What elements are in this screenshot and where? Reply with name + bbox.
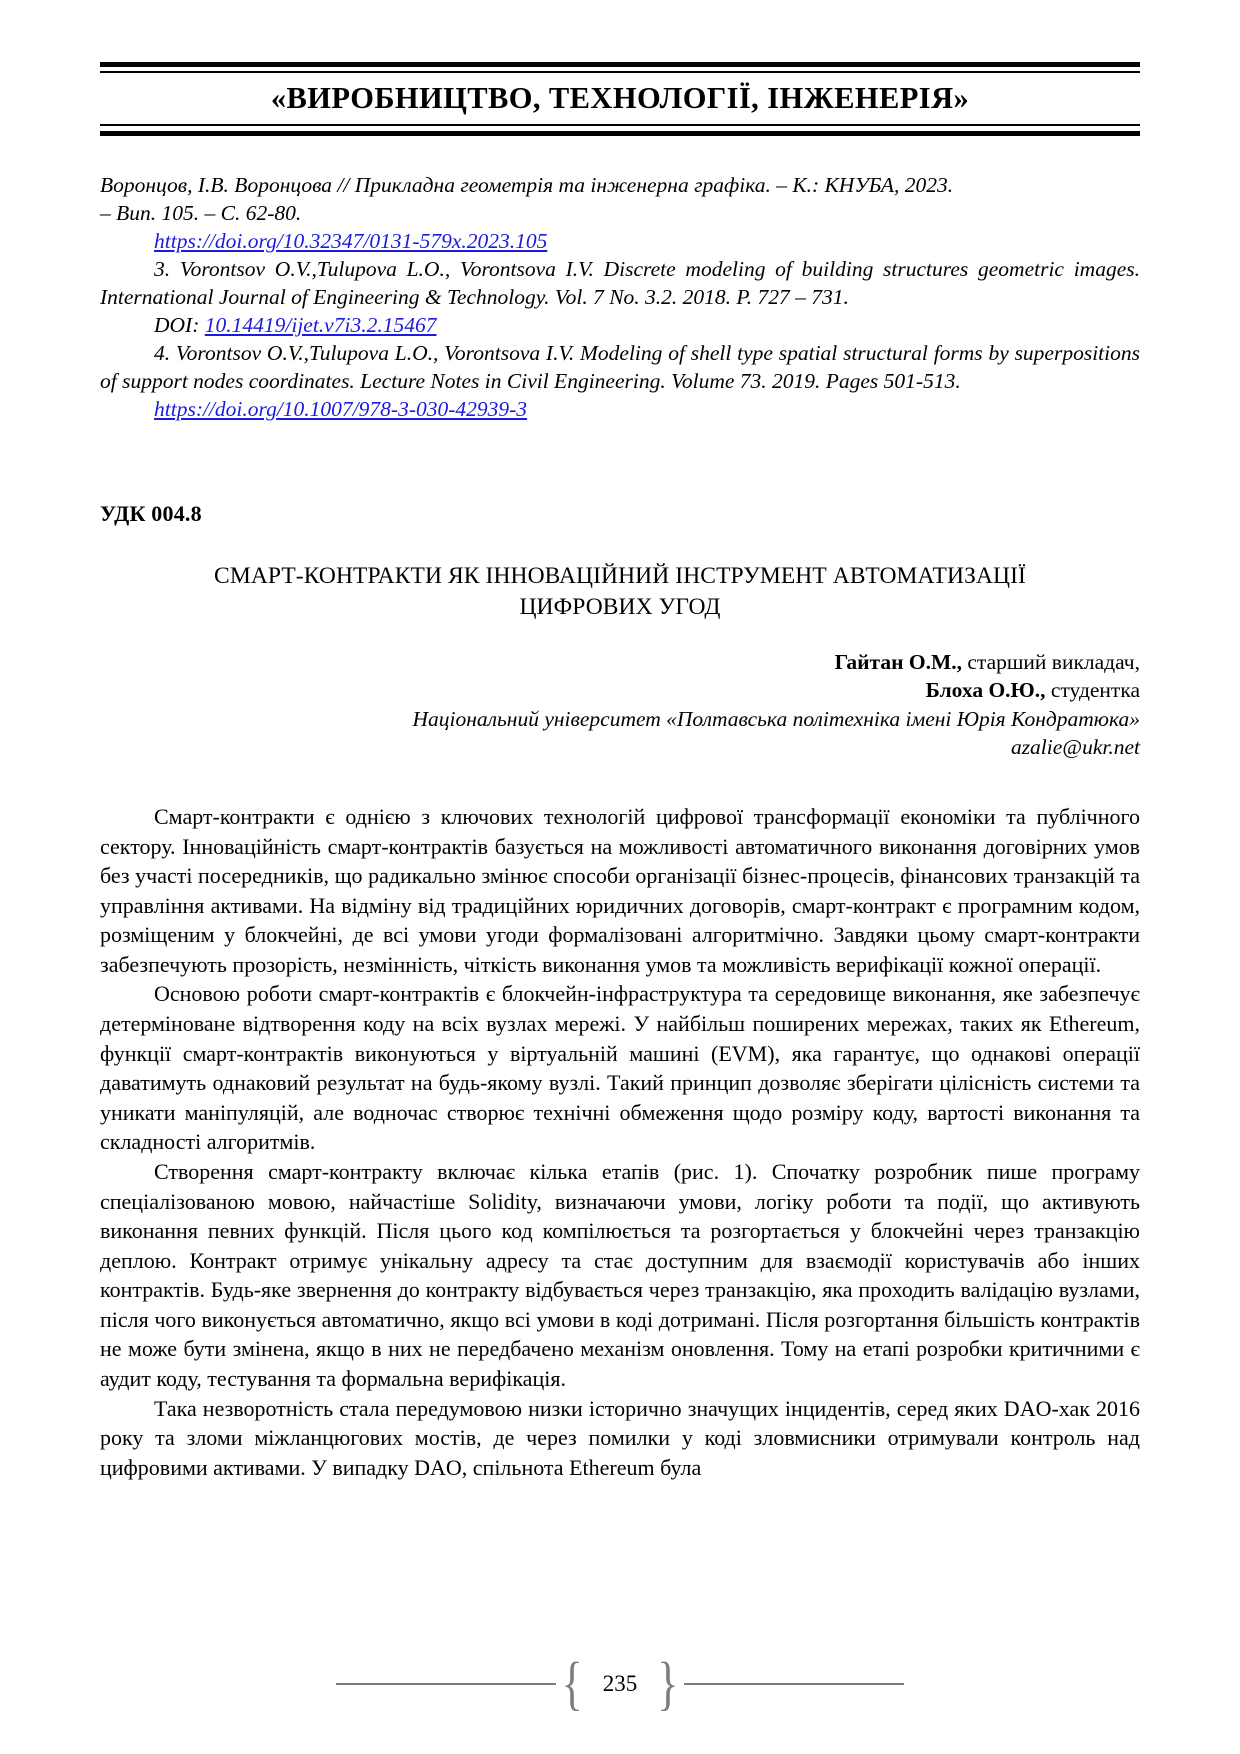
udk-code: УДК 004.8 [100, 501, 202, 527]
author-line-1 [100, 648, 1140, 677]
page-number: 235 [602, 1671, 638, 1696]
reference-4-text: 4. Vorontsov O.V.,Tulupova L.O., Vorontsova I.V. Modeling of shell type spatial structural forms by superpositions of support nodes coordinates. Lecture Notes in Civil Engineering. Volume 73. 2019. Pages 501-513. [100, 340, 1140, 393]
page-footer: { 235 } [0, 1672, 1240, 1695]
author-role-2: студентка [1045, 678, 1140, 703]
author-email[interactable]: azalie@ukr.net [1010, 735, 1140, 760]
body-paragraph: Основою роботи смарт-контрактів є блокчейн-інфраструктура та середовище виконання, яке забезпечує детерміноване відтворення коду на всіх вузлах мережі. У найбільш поширених мережах, таких як Ethereum, функції смарт-контрактів виконуються у віртуальній машині (EVM), яка гарантує, що однакові операції даватимуть однаковий результат на будь-якому вузлі. Такий принцип дозволяє зберігати цілісність системи та уникати маніпуляцій, але водночас створює технічні обмеження щодо розміру коду, вартості виконання та складності алгоритмів. [100, 981, 1140, 1155]
reference-3-doi-link[interactable]: 10.14419/ijet.v7i3.2.15467 [204, 312, 437, 337]
reference-4-link-line [100, 396, 1140, 424]
body-paragraph: Створення смарт-контракту включає кілька етапів (рис. 1). Спочатку розробник пише програму спеціалізованою мовою, найчастіше Solidity, визначаючи умови, логіку роботи та події, що активують виконання певних функцій. Після цього код компілюється та розгортається у блокчейні через транзакцію деплою. Контракт отримує унікальну адресу та стає доступним для взаємодії користувачів або інших контрактів. Будь-яке звернення до контракту відбувається через транзакцію, яка проходить валідацію вузлами, після чого виконується автоматично, якщо всі умови в коді дотримані. Після розгортання більшість контрактів не може бути змінена, якщо в них не передбачено механізм оновлення. Тому на етапі розробки критичними є аудит коду, тестування та формальна верифікація. [100, 1158, 1140, 1391]
reference-3-doi-label: DOI: [154, 312, 205, 337]
footer-rule-left [336, 1683, 556, 1685]
references-section [100, 172, 1140, 423]
author-line-2 [100, 676, 1140, 705]
reference-2-link-line [100, 228, 1140, 256]
reference-4-doi-link[interactable]: https://doi.org/10.1007/978-3-030-42939-3 [154, 396, 528, 421]
article-title: СМАРТ-КОНТРАКТИ ЯК ІННОВАЦІЙНИЙ ІНСТРУМЕНТ АВТОМАТИЗАЦІЇ ЦИФРОВИХ УГОД [214, 563, 1026, 620]
reference-2-line-2: – Вип. 105. – С. 62-80. [100, 200, 302, 225]
author-role-1: старший викладач, [962, 649, 1140, 674]
body-paragraph: Така незворотність стала передумовою низки історично значущих інцидентів, серед яких DAO-хак 2016 року та зломи міжланцюгових мостів, де через помилки у коді зловмисники отримували контроль над цифровими активами. У випадку DAO, спільнота Ethereum була [100, 1395, 1140, 1480]
body-paragraph: Смарт-контракти є однією з ключових технологій цифрової трансформації економіки та публічного сектору. Інноваційність смарт-контрактів базується на можливості автоматичного виконання договірних умов без участі посередників, що радикально змінює способи організації бізнес-процесів, фінансових транзакцій та управління активами. На відміну від традиційних юридичних договорів, смарт-контракт є програмним кодом, розміщеним у блокчейні, де всі умови угоди формалізовані алгоритмічно. Завдяки цьому смарт-контракти забезпечують прозорість, незмінність, чіткість виконання умов та можливість верифікації кожної операції. [100, 803, 1140, 977]
author-name-2: Блоха О.Ю., [925, 678, 1046, 703]
author-name-1: Гайтан О.М., [834, 649, 962, 674]
author-block [100, 648, 1140, 705]
footer-rule-right [684, 1683, 904, 1685]
reference-3-text: 3. Vorontsov O.V.,Tulupova L.O., Vorontsova I.V. Discrete modeling of building structures geometric images. International Journal of Engineering & Technology. Vol. 7 No. 3.2. 2018. P. 727 – 731. [100, 256, 1140, 309]
running-head [100, 62, 1140, 136]
reference-2-line-1: Воронцов, І.В. Воронцова // Прикладна геометрія та інженерна графіка. – К.: КНУБА, 2023. [100, 173, 954, 198]
reference-2-doi-link[interactable]: https://doi.org/10.32347/0131-579x.2023.105 [154, 228, 548, 253]
running-head-title: «ВИРОБНИЦТВО, ТЕХНОЛОГІЇ, ІНЖЕНЕРІЯ» [270, 81, 970, 115]
header-rule-bottom-thick [100, 131, 1140, 136]
affiliation: Національний університет «Полтавська політехніка імені Юрія Кондратюка» [412, 706, 1140, 731]
reference-3-doi-line [100, 312, 1140, 340]
article-body [100, 802, 1140, 1482]
